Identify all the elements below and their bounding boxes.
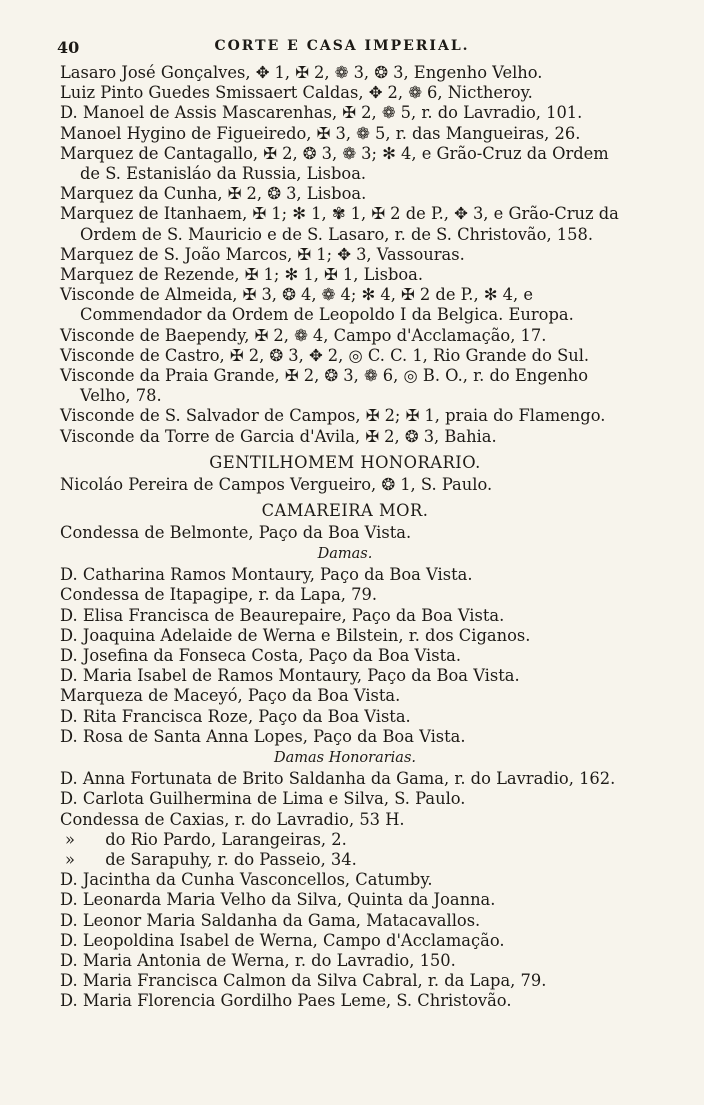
section-heading-gentilhomem: GENTILHOMEM HONORARIO. [209,452,481,472]
ditto-mark: » [65,849,75,869]
list-item: Condessa de Itapagipe, r. da Lapa, 79. [60,585,378,605]
list-item: Marquez da Cunha, ✠ 2, ❂ 3, Lisboa. [60,184,367,204]
list-item: D. Elisa Francisca de Beaurepaire, Paço da Boa Vista. [60,605,505,625]
list-item: Marquez de Rezende, ✠ 1; ✻ 1, ✠ 1, Lisboa. [60,265,424,285]
list-item: D. Maria Antonia de Werna, r. do Lavradio, 150. [60,950,456,970]
list-item: D. Josefina da Fonseca Costa, Paço da Boa Vista. [60,646,462,666]
list-item: D. Leonor Maria Saldanha da Gama, Matacavallos. [60,910,481,930]
list-item: D. Rosa de Santa Anna Lopes, Paço da Boa Vista. [60,726,466,746]
list-item: Nicoláo Pereira de Campos Vergueiro, ❂ 1, S. Paulo. [60,474,493,494]
list-item: D. Catharina Ramos Montaury, Paço da Boa Vista. [60,565,473,585]
page-header [57,38,627,60]
ditto-text: do Rio Pardo, Larangeiras, 2. [105,829,347,849]
page-number: 40 [57,38,80,57]
list-item: D. Leonarda Maria Velho da Silva, Quinta da Joanna. [60,890,496,910]
list-item: Marqueza de Maceyó, Paço da Boa Vista. [60,686,401,706]
list-item: D. Anna Fortunata de Brito Saldanha da Gama, r. do Lavradio, 162. [60,769,616,789]
running-title: CORTE E CASA IMPERIAL. [214,38,470,54]
list-item: Visconde de S. Salvador de Campos, ✠ 2; ✠ 1, praia do Flamengo. [60,406,606,426]
list-item: D. Manoel de Assis Mascarenhas, ✠ 2, ❁ 5, r. do Lavradio, 101. [60,103,583,123]
list-item-ditto [60,850,630,870]
ditto-text: de Sarapuhy, r. do Passeio, 34. [105,849,357,869]
section-heading-camareira: CAMAREIRA MOR. [261,501,429,521]
list-item: Marquez de S. João Marcos, ✠ 1; ✥ 3, Vassouras. [60,244,465,264]
list-item: D. Maria Francisca Calmon da Silva Cabral, r. da Lapa, 79. [60,971,547,991]
list-item: Condessa de Caxias, r. do Lavradio, 53 H. [60,809,405,829]
section-heading-damas: Damas. [317,546,373,563]
list-item: Visconde de Baependy, ✠ 2, ❁ 4, Campo d'Acclamação, 17. [60,325,547,345]
list-item: D. Leopoldina Isabel de Werna, Campo d'Acclamação. [60,930,505,950]
list-item: Manoel Hygino de Figueiredo, ✠ 3, ❁ 5, r. das Mangueiras, 26. [60,123,581,143]
list-item: Visconde da Torre de Garcia d'Avila, ✠ 2, ❂ 3, Bahia. [60,426,497,446]
page-body [60,63,630,1012]
list-item: Luiz Pinto Guedes Smissaert Caldas, ✥ 2, ❁ 6, Nictheroy. [60,83,533,103]
list-item: D. Maria Isabel de Ramos Montaury, Paço da Boa Vista. [60,666,520,686]
list-item: Condessa de Belmonte, Paço da Boa Vista. [60,523,412,543]
list-item: D. Jacintha da Cunha Vasconcellos, Catumby. [60,870,433,890]
list-item: Lasaro José Gonçalves, ✥ 1, ✠ 2, ❁ 3, ❂ 3, Engenho Velho. [60,63,543,82]
list-item: Visconde de Almeida, ✠ 3, ❂ 4, ❁ 4; ✻ 4, ✠ 2 de P., ✻ 4, e Commendador da Ordem de Leopoldo I da Belgica. Europa. [60,285,574,325]
list-item: D. Rita Francisca Roze, Paço da Boa Vista. [60,706,411,726]
list-item: D. Maria Florencia Gordilho Paes Leme, S. Christovão. [60,991,512,1011]
list-item: Visconde de Castro, ✠ 2, ❂ 3, ✥ 2, ◎ C. C. 1, Rio Grande do Sul. [60,345,590,365]
list-item: D. Joaquina Adelaide de Werna e Bilstein, r. dos Ciganos. [60,625,531,645]
ditto-mark: » [65,829,75,849]
list-item-ditto [60,830,630,850]
section-heading-damas-honorarias: Damas Honorarias. [274,750,416,767]
list-item: D. Carlota Guilhermina de Lima e Silva, S. Paulo. [60,789,466,809]
list-item: Marquez de Cantagallo, ✠ 2, ❂ 3, ❁ 3; ✻ 4, e Grão-Cruz da Ordem de S. Estanisláo da Russia, Lisboa. [60,143,609,184]
list-item: Visconde da Praia Grande, ✠ 2, ❂ 3, ❁ 6, ◎ B. O., r. do Engenho Velho, 78. [60,366,589,406]
list-item: Marquez de Itanhaem, ✠ 1; ✻ 1, ✾ 1, ✠ 2 de P., ✥ 3, e Grão-Cruz da Ordem de S. Mauricio e de S. Lasaro, r. de S. Christovão, 158. [60,204,619,244]
